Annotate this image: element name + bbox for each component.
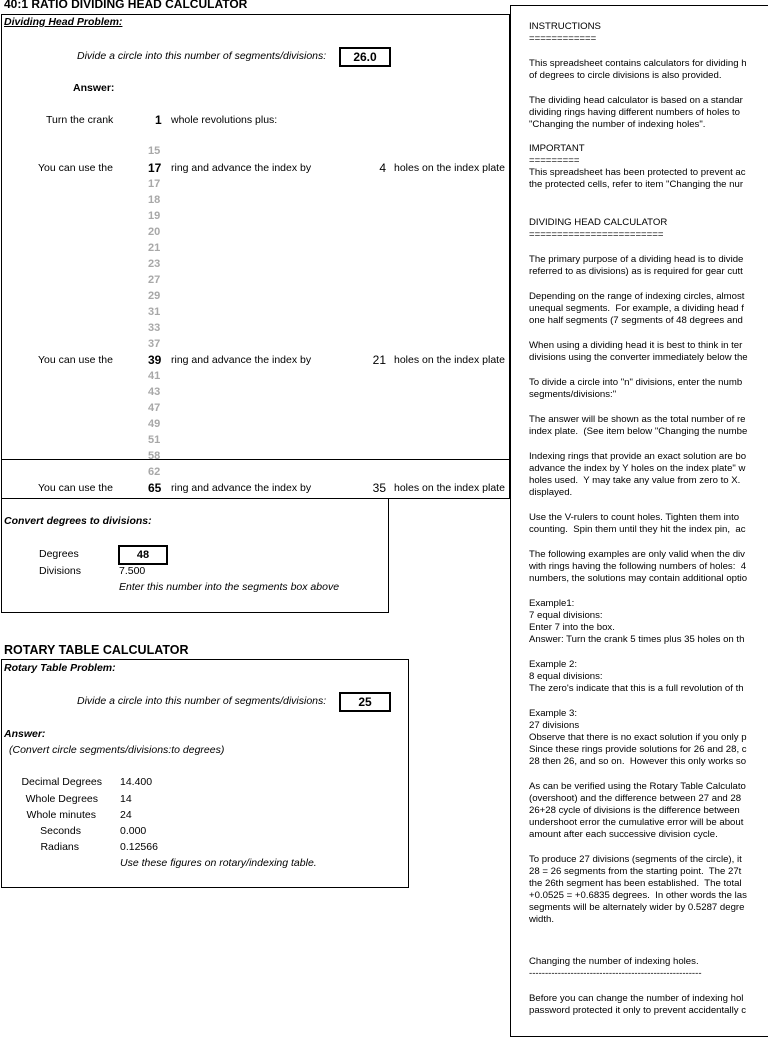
instructions-panel: [510, 5, 768, 1037]
instruction-line: ------------------------------------------------------: [529, 968, 702, 979]
seconds-label: Seconds: [40, 825, 81, 837]
instruction-line: divisions using the converter immediately below the: [529, 352, 748, 363]
degrees-input[interactable]: 48: [118, 545, 168, 565]
rotary-answer-sub: (Convert circle segments/divisions:to degrees): [9, 744, 225, 756]
solution-holes-suffix: holes on the index plate: [394, 482, 505, 494]
instruction-line: "Changing the number of indexing holes".: [529, 119, 706, 130]
instruction-line: Indexing rings that provide an exact solution are bo: [529, 451, 747, 462]
solution-ring: 65: [148, 481, 162, 495]
whole-minutes-value: 24: [120, 809, 132, 821]
decimal-degrees-label: Decimal Degrees: [21, 776, 102, 788]
instruction-line: Use the V-rulers to count holes. Tighten them into: [529, 512, 740, 523]
instruction-line: To produce 27 divisions (segments of the circle), it: [529, 854, 742, 865]
instruction-line: IMPORTANT: [529, 143, 585, 154]
divisions-input[interactable]: 26.0: [339, 47, 391, 67]
ring-option: 31: [148, 306, 161, 318]
rotary-answer-label: Answer:: [4, 728, 46, 740]
ring-option: 51: [148, 434, 161, 446]
whole-revolutions-value: 1: [155, 113, 162, 127]
instruction-line: segments/divisions:": [529, 389, 617, 400]
instruction-line: 26+28 cycle of divisions is the difference between: [529, 805, 740, 816]
ring-option: 27: [148, 274, 161, 286]
instruction-line: (overshoot) and the difference between 27 and 28: [529, 793, 742, 804]
instruction-line: displayed.: [529, 487, 573, 498]
instruction-line: 7 equal divisions:: [529, 610, 603, 621]
dividing-head-title: 40:1 RATIO DIVIDING HEAD CALCULATOR: [4, 0, 248, 11]
divisions-label: Divisions: [39, 565, 82, 577]
instruction-line: one half segments (7 segments of 48 degrees and: [529, 315, 743, 326]
instruction-line: 27 divisions: [529, 720, 580, 731]
instruction-line: The zero's indicate that this is a full revolution of th: [529, 683, 744, 694]
instruction-line: password protected it only to prevent accidentally c: [529, 1005, 747, 1016]
instruction-line: As can be verified using the Rotary Table Calculato: [529, 781, 746, 792]
instruction-line: dividing rings having different numbers of holes to: [529, 107, 741, 118]
converter-note: Enter this number into the segments box above: [119, 581, 340, 593]
instruction-line: unequal segments. For example, a dividing head f: [529, 303, 744, 314]
radians-label: Radians: [40, 841, 79, 853]
instruction-line: undershoot error the cumulative error will be about: [529, 817, 744, 828]
instruction-line: with rings having the following numbers of holes: 4: [529, 561, 747, 572]
ring-option: 17: [148, 178, 161, 190]
instruction-line: the 26th segment has been established. The total: [529, 878, 742, 889]
instruction-line: referred to as divisions) as is required for gear cutt: [529, 266, 743, 277]
solution-holes: 4: [379, 161, 386, 175]
instruction-line: Changing the number of indexing holes.: [529, 956, 699, 967]
instruction-line: Enter 7 into the box.: [529, 622, 615, 633]
instruction-line: Observe that there is no exact solution if you only p: [529, 732, 747, 743]
instruction-line: Example 3:: [529, 708, 577, 719]
rotary-prompt: Divide a circle into this number of segments/divisions:: [77, 695, 327, 707]
instruction-line: DIVIDING HEAD CALCULATOR: [529, 217, 668, 228]
solution-holes-suffix: holes on the index plate: [394, 354, 505, 366]
instruction-line: holes used. Y may take any value from zero to X.: [529, 475, 741, 486]
ring-option: 47: [148, 402, 161, 414]
solution-ring-suffix: ring and advance the index by: [171, 354, 312, 366]
instruction-line: counting. Spin them until they hit the index pin, ac: [529, 524, 746, 535]
ring-option: 21: [148, 242, 161, 254]
ring-option: 15: [148, 145, 161, 157]
instruction-line: Before you can change the number of indexing hol: [529, 993, 744, 1004]
instruction-line: This spreadsheet contains calculators for dividing h: [529, 58, 747, 69]
instruction-line: INSTRUCTIONS: [529, 21, 601, 32]
ring-option: 62: [148, 466, 161, 478]
dividing-prompt: Divide a circle into this number of segments/divisions:: [77, 50, 327, 62]
solution-row-label: You can use the: [38, 482, 113, 494]
converter-title: Convert degrees to divisions:: [4, 515, 152, 527]
instruction-line: Example1:: [529, 598, 575, 609]
instruction-line: When using a dividing head it is best to think in ter: [529, 340, 743, 351]
instruction-line: width.: [529, 914, 555, 925]
solution-ring: 39: [148, 353, 162, 367]
ring-option: 41: [148, 370, 161, 382]
instruction-line: The answer will be shown as the total number of re: [529, 414, 746, 425]
dividing-panel-bottom: [1, 458, 510, 499]
radians-value: 0.12566: [120, 841, 158, 853]
whole-revolutions-label: whole revolutions plus:: [171, 114, 278, 126]
solution-row-label: You can use the: [38, 162, 113, 174]
solution-row-label: You can use the: [38, 354, 113, 366]
instruction-line: 28 then 26, and so on. However this only works so: [529, 756, 747, 767]
instruction-line: ============: [529, 33, 597, 44]
rotary-divisions-input[interactable]: 25: [339, 692, 391, 712]
instruction-line: Example 2:: [529, 659, 577, 670]
ring-option: 37: [148, 338, 161, 350]
instruction-line: advance the index by Y holes on the index plate" w: [529, 463, 746, 474]
instruction-line: Answer: Turn the crank 5 times plus 35 holes on th: [529, 634, 745, 645]
solution-holes: 35: [372, 481, 386, 495]
instruction-line: The primary purpose of a dividing head is to divide: [529, 254, 744, 265]
solution-ring: 17: [148, 161, 162, 175]
instruction-line: Since these rings provide solutions for 26 and 28, c: [529, 744, 747, 755]
ring-option: 33: [148, 322, 161, 334]
instruction-line: amount after each successive division cycle.: [529, 829, 718, 840]
instruction-line: of degrees to circle divisions is also provided.: [529, 70, 722, 81]
turn-crank-label: Turn the crank: [46, 114, 114, 126]
dividing-head-problem-label: Dividing Head Problem:: [4, 16, 123, 28]
instruction-line: segments will be alternately wider by 0.5287 degre: [529, 902, 745, 913]
ring-option: 19: [148, 210, 161, 222]
instruction-line: 8 equal divisions:: [529, 671, 603, 682]
rotary-title: ROTARY TABLE CALCULATOR: [4, 643, 189, 657]
ring-option: 23: [148, 258, 161, 270]
ring-option: 43: [148, 386, 161, 398]
solution-holes-suffix: holes on the index plate: [394, 162, 505, 174]
instruction-line: ========================: [529, 229, 664, 240]
solution-ring-suffix: ring and advance the index by: [171, 482, 312, 494]
ring-option: 20: [148, 226, 161, 238]
divisions-value: 7.500: [119, 565, 146, 577]
ring-option: 49: [148, 418, 161, 430]
whole-minutes-label: Whole minutes: [26, 809, 96, 821]
seconds-value: 0.000: [120, 825, 147, 837]
solution-ring-suffix: ring and advance the index by: [171, 162, 312, 174]
solution-holes: 21: [372, 353, 386, 367]
instruction-line: index plate. (See item below "Changing the numbe: [529, 426, 748, 437]
instruction-line: The dividing head calculator is based on a standar: [529, 95, 743, 106]
instruction-line: To divide a circle into "n" divisions, enter the numb: [529, 377, 743, 388]
instruction-line: +0.0525 = +0.6835 degrees. In other words the las: [529, 890, 747, 901]
whole-degrees-value: 14: [120, 793, 132, 805]
degrees-label: Degrees: [39, 548, 79, 560]
dividing-answer-label: Answer:: [73, 82, 115, 94]
instruction-line: the protected cells, refer to item "Changing the nur: [529, 179, 744, 190]
rotary-problem-label: Rotary Table Problem:: [4, 662, 116, 674]
dividing-head-panel: [1, 14, 510, 460]
instruction-line: Depending on the range of indexing circles, almost: [529, 291, 745, 302]
decimal-degrees-value: 14.400: [120, 776, 153, 788]
instruction-line: The following examples are only valid when the div: [529, 549, 745, 560]
ring-option: 58: [148, 450, 161, 462]
whole-degrees-label: Whole Degrees: [25, 793, 98, 805]
instruction-line: numbers, the solutions may contain additional optio: [529, 573, 748, 584]
instruction-line: =========: [529, 155, 580, 166]
instruction-line: 28 = 26 segments from the starting point. The 27t: [529, 866, 742, 877]
ring-option: 18: [148, 194, 161, 206]
instruction-line: This spreadsheet has been protected to prevent ac: [529, 167, 746, 178]
ring-option: 29: [148, 290, 161, 302]
rotary-note: Use these figures on rotary/indexing table.: [120, 857, 317, 869]
